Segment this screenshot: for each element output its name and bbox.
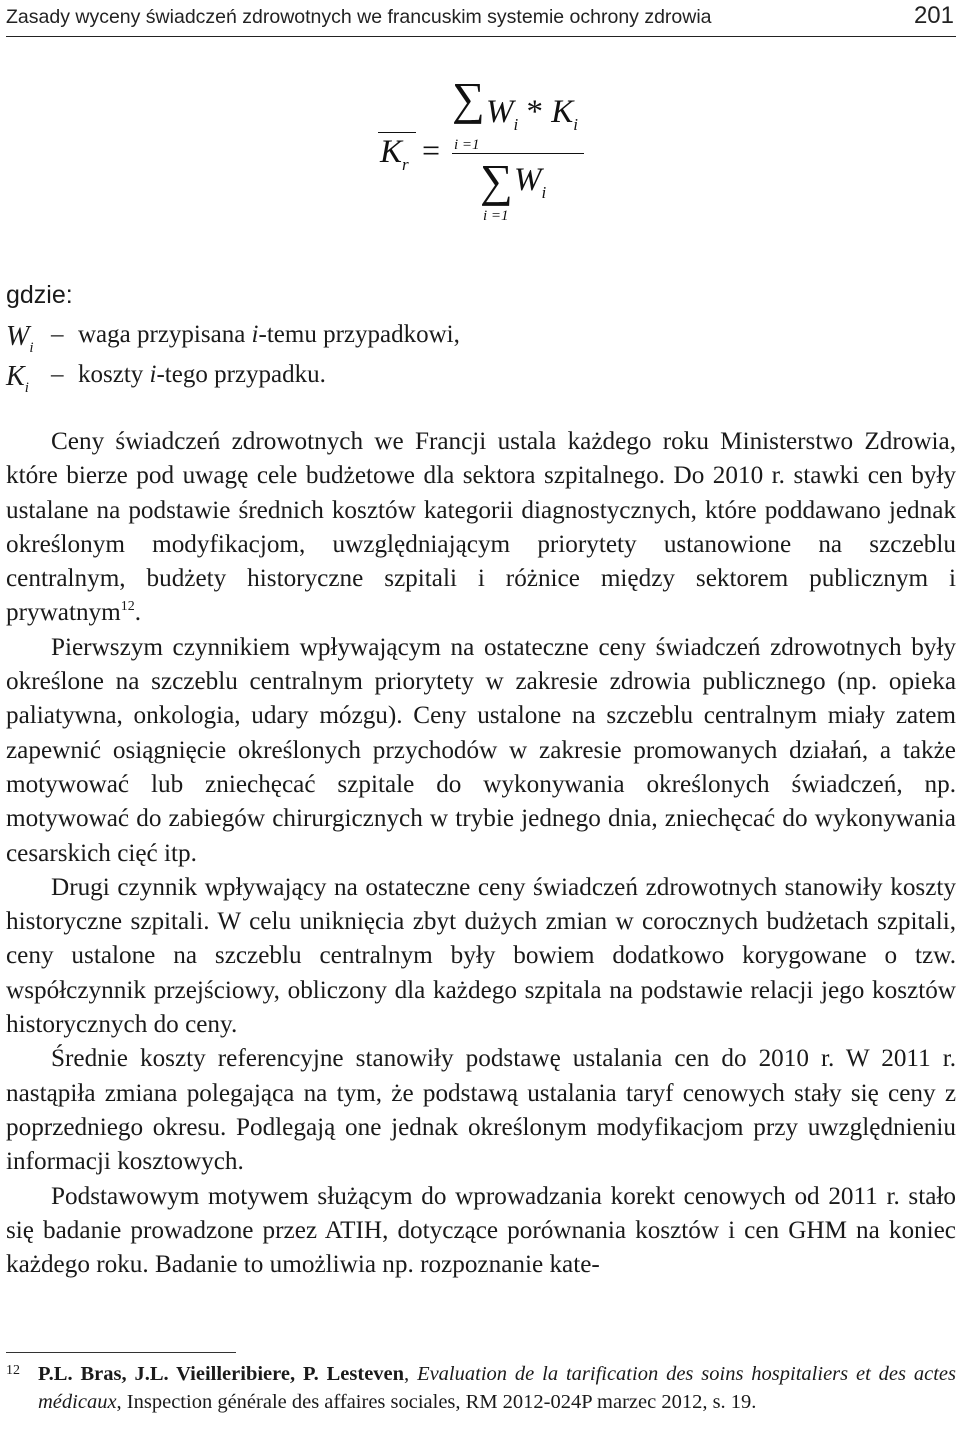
- formula-overline: [378, 132, 416, 133]
- running-title: Zasady wyceny świadczeń zdrowotnych we francuskim systemie ochrony zdrowia: [6, 6, 712, 28]
- footnote: [6, 1361, 956, 1416]
- formula-lhs: $K_r$: [380, 134, 409, 174]
- definition-symbol: $K_i$: [6, 361, 29, 396]
- fraction-bar: [452, 153, 584, 154]
- where-label: gdzie:: [6, 281, 73, 309]
- page-number: 201: [913, 2, 954, 29]
- definition-text: koszty i-tego przypadku.: [78, 361, 326, 388]
- sum-symbol-denominator: ∑: [480, 155, 513, 206]
- footnote-body: P.L. Bras, J.L. Vieilleribiere, P. Lesteven, Evaluation de la tarification des soins hospitaliers et des actes médicaux, Inspection générale des affaires sociales, RM 2012-024P marzec 2012, s. 19.: [38, 1363, 957, 1413]
- definition-dash: –: [51, 361, 64, 388]
- sum-symbol-numerator: ∑: [452, 73, 485, 124]
- formula-numerator: $W_i * K_i$: [486, 94, 578, 134]
- formula-equals: =: [422, 132, 441, 168]
- definition-dash: –: [51, 321, 64, 348]
- formula-weighted-cost: [372, 73, 602, 232]
- paragraph: Średnie koszty referencyjne stanowiły podstawę ustalania cen do 2010 r. W 2011 r. nastąpiła zmiana polegająca na tym, że podstawą ustalania taryf cenowych stały się ceny z poprzedniego okresu. Podlegają one jednak określonym modyfikacjom przy uwzględnieniu informacji kosztowych.: [6, 1045, 956, 1176]
- footnote-ref: 12: [120, 599, 135, 615]
- body-text: [6, 425, 956, 1282]
- definition-text: waga przypisana i-temu przypadkowi,: [78, 321, 460, 348]
- running-header: [6, 2, 956, 37]
- formula-denominator: $W_i$: [514, 162, 547, 202]
- paragraph: Pierwszym czynnikiem wpływającym na ostateczne ceny świadczeń zdrowotnych były określone na szczeblu centralnym priorytety w zakresie zdrowia publicznego (np. opieka paliatywna, onkologia, udary mózgu). Ceny ustalone na szczeblu centralnym miały zatem zapewnić osiągnięcie określonych przychodów w zakresie promowanych działań, a także motywować lub zniechęcać szpitale do wykonywania określonych świadczeń, np. motywować do zabiegów chirurgicznych w trybie jednego dnia, zniechęcać do wykonywania cesarskich cięć itp.: [6, 633, 956, 867]
- footnote-divider: [6, 1352, 236, 1353]
- footnote-title: Evaluation de la tarification des soins hospitaliers et des actes médicaux: [38, 1363, 957, 1413]
- paragraph: Ceny świadczeń zdrowotnych we Francji ustala każdego roku Ministerstwo Zdrowia, które bierze pod uwagę cele budżetowe dla sektora szpitalnego. Do 2010 r. stawki cen były ustalane na podstawie średnich kosztów kategorii diagnostycznych, które poddawano jednak określonym modyfikacjom, uwzględniającym priorytety ustanowione na szczeblu centralnym, budżety historyczne szpitali i różnice między sektorem publicznym i prywatnym$^{12}$.: [6, 428, 956, 627]
- paragraph: Drugi czynnik wpływający na ostateczne ceny świadczeń zdrowotnych stanowiły koszty historyczne szpitali. W celu uniknięcia zbyt dużych zmian w corocznych budżetach szpitali, ceny ustalone na szczeblu centralnym były bowiem dodatkowo korygowane o tzw. współczynnik przejściowy, obliczony dla każdego szpitala na podstawie relacji jego kosztów historycznych do ceny.: [6, 873, 956, 1039]
- definition-symbol: $W_i$: [6, 321, 34, 356]
- paragraph: Podstawowym motywem służącym do wprowadzania korekt cenowych od 2011 r. stało się badanie prowadzone przez ATIH, dotyczące porównania kosztów i cen GHM na koniec każdego roku. Badanie to umożliwia np. rozpoznanie kate-: [6, 1182, 956, 1279]
- footnote-number: 12: [6, 1363, 20, 1378]
- sum-limit-numerator: i =1: [454, 137, 480, 153]
- footnote-authors: P.L. Bras, J.L. Vieilleribiere, P. Lesteven: [38, 1363, 405, 1385]
- sum-limit-denominator: i =1: [483, 208, 509, 224]
